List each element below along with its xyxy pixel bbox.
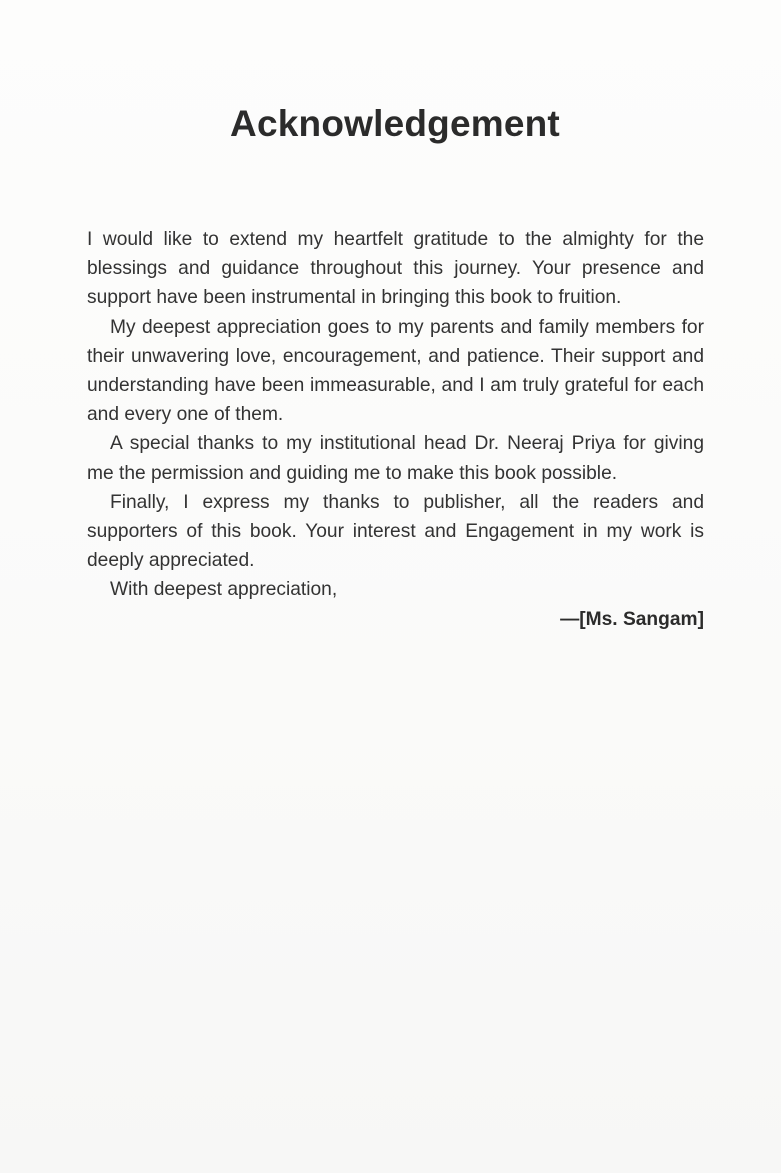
- paragraph-institution: A special thanks to my institutional head Dr. Neeraj Priya for giving me the permission and guiding me to make this book possible.: [87, 433, 704, 484]
- page-title: Acknowledgement: [230, 103, 560, 144]
- acknowledgement-body: [87, 225, 704, 634]
- paragraph-family: My deepest appreciation goes to my parents and family members for their unwavering love, encouragement, and patience. Their support and understanding have been immeasurable, and I am truly grateful for each and every one of them.: [87, 316, 704, 426]
- closing-line: With deepest appreciation,: [110, 579, 338, 601]
- paragraph-gratitude: I would like to extend my heartfelt gratitude to the almighty for the blessings and guidance throughout this journey. Your presence and support have been instrumental in bringing this book to fruition.: [87, 229, 704, 309]
- paragraph-readers: Finally, I express my thanks to publisher, all the readers and supporters of this book. Your interest and Engagement in my work is deeply appreciated.: [87, 491, 704, 572]
- signature: —[Ms. Sangam]: [560, 608, 704, 630]
